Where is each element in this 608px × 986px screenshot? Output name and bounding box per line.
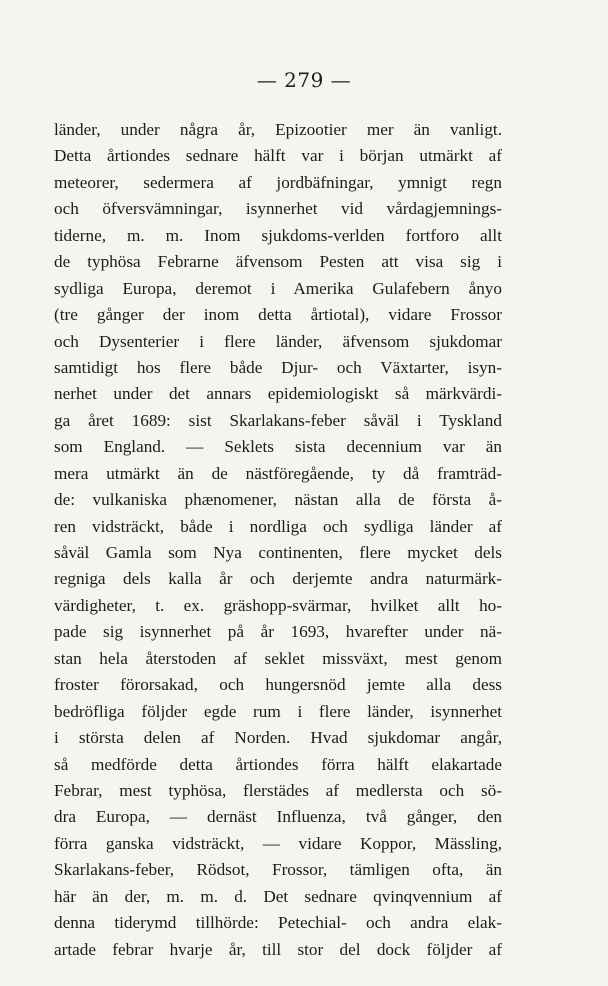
text-line: artade febrar hvarje år, till stor del dock följder af xyxy=(54,939,502,959)
text-line: värdigheter, t. ex. gräshopp-svärmar, hvilket allt ho- xyxy=(54,595,502,615)
text-line: förra ganska vidsträckt, — vidare Koppor, Mässling, xyxy=(54,833,502,853)
text-line: denna tiderymd tillhörde: Petechial- och andra elak- xyxy=(54,913,502,933)
text-line: tiderne, m. m. Inom sjukdoms-verlden fortforo allt xyxy=(54,225,502,245)
text-line: (tre gånger der inom detta årtiotal), vidare Frossor xyxy=(54,305,502,325)
text-line: här än der, m. m. d. Det sednare qvinqvennium af xyxy=(54,886,502,906)
text-line: så medförde detta årtiondes förra hälft elakartade xyxy=(54,754,502,774)
text-line: länder, under några år, Epizootier mer än vanligt. xyxy=(54,120,502,139)
text-line: ren vidsträckt, både i nordliga och sydliga länder af xyxy=(54,516,502,536)
text-line: sydliga Europa, deremot i Amerika Gulafebern ånyo xyxy=(54,278,502,298)
text-line: samtidigt hos flere både Djur- och Växtarter, isyn- xyxy=(54,357,502,377)
text-line: bedröfliga följder egde rum i flere länder, isynnerhet xyxy=(54,701,502,721)
text-line: Detta årtiondes sednare hälft var i början utmärkt af xyxy=(54,146,502,166)
text-line: de: vulkaniska phænomener, nästan alla de första å- xyxy=(54,490,502,510)
text-line: stan hela återstoden af seklet missväxt, mest genom xyxy=(54,648,502,668)
text-line: nerhet under det annars epidemiologiskt så märkvärdi- xyxy=(54,384,502,404)
text-line: dra Europa, — dernäst Influenza, två gånger, den xyxy=(54,807,502,827)
text-line: och Dysenterier i flere länder, äfvensom sjukdomar xyxy=(54,331,502,351)
page-number: — 279 — xyxy=(256,68,352,92)
text-line: regniga dels kalla år och derjemte andra naturmärk- xyxy=(54,569,502,589)
text-line: Febrar, mest typhösa, flerstädes af medlersta och sö- xyxy=(54,780,502,800)
text-line: såväl Gamla som Nya continenten, flere mycket dels xyxy=(54,543,502,562)
text-line: i största delen af Norden. Hvad sjukdomar angår, xyxy=(54,728,502,748)
text-line: som England. — Seklets sista decennium var än xyxy=(54,437,502,457)
body-text xyxy=(54,117,502,963)
text-line: mera utmärkt än de nästföregående, ty då framträd- xyxy=(54,463,502,483)
text-line: pade sig isynnerhet på år 1693, hvarefter under nä- xyxy=(54,622,502,642)
text-line: froster förorsakad, och hungersnöd jemte alla dess xyxy=(54,675,502,695)
text-line: ga året 1689: sist Skarlakans-feber såväl i Tyskland xyxy=(54,410,502,430)
text-line: meteorer, sedermera af jordbäfningar, ymnigt regn xyxy=(54,172,502,192)
text-line: och öfversvämningar, isynnerhet vid vårdagjemnings- xyxy=(54,199,502,219)
text-line: de typhösa Febrarne äfvensom Pesten att visa sig i xyxy=(54,252,502,272)
text-line: Skarlakans-feber, Rödsot, Frossor, tämligen ofta, än xyxy=(54,860,502,880)
